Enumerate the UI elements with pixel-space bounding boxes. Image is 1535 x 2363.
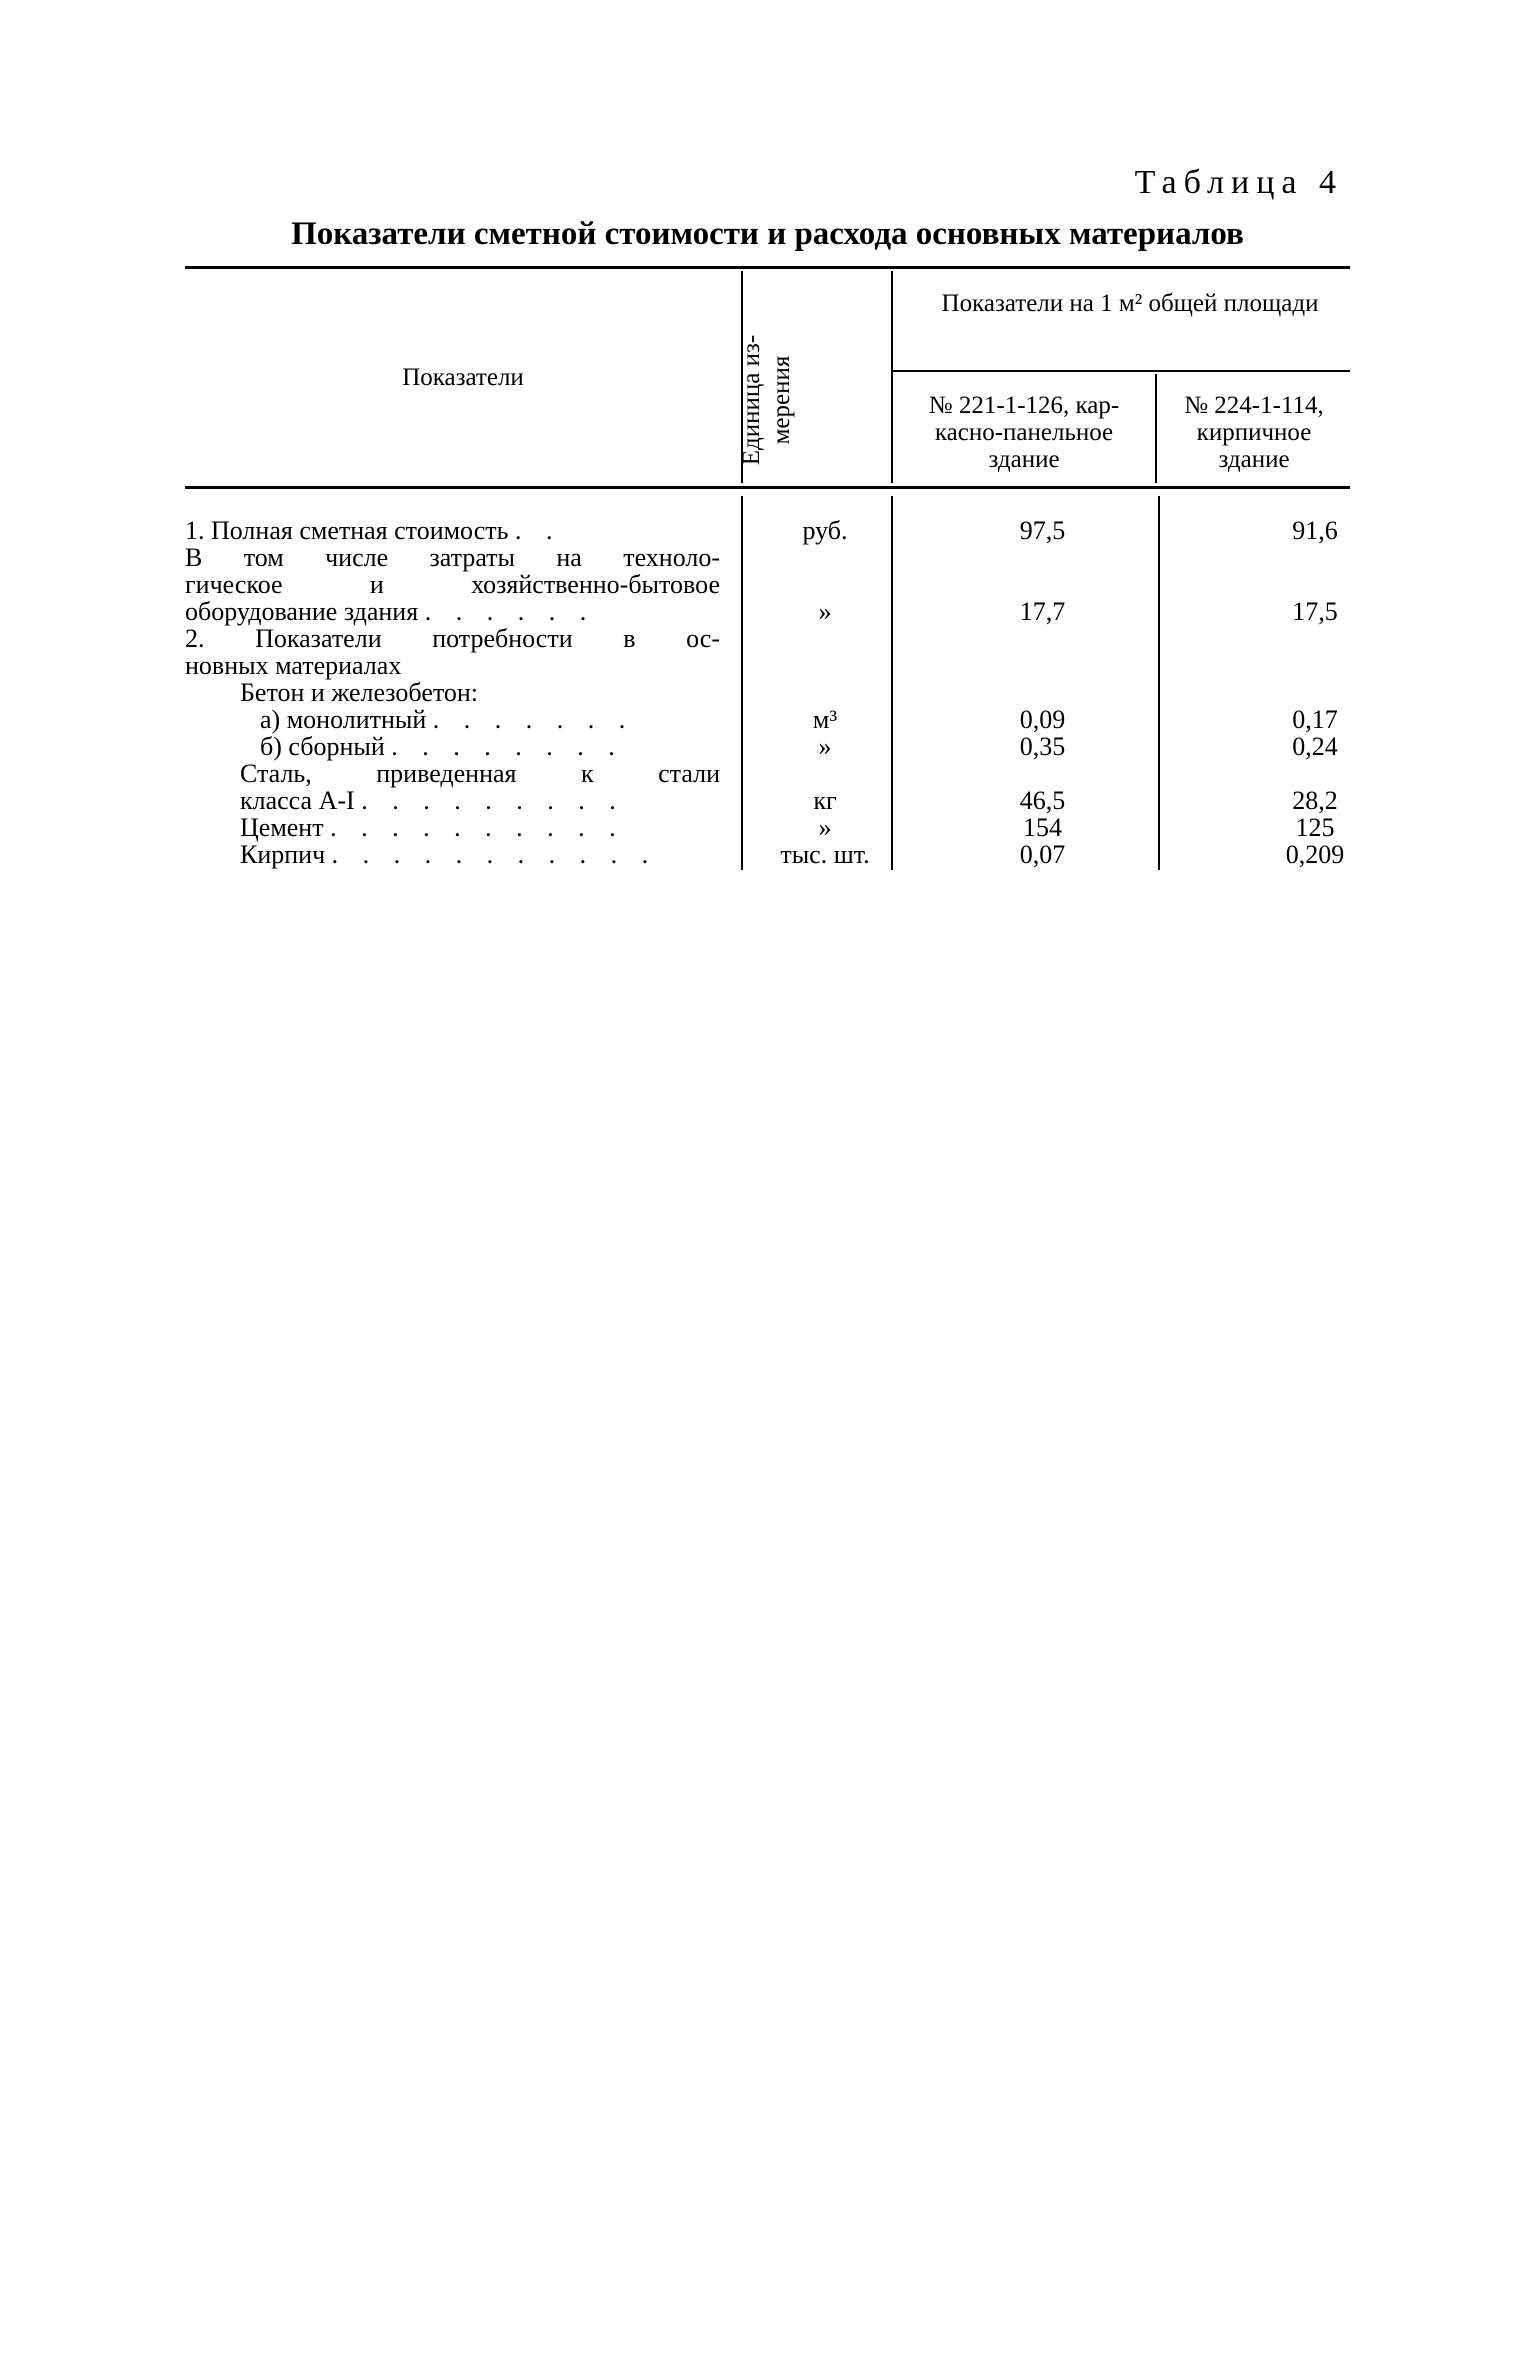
header-col-a-line3: здание <box>988 446 1060 473</box>
header-unit-line2: мерения <box>768 355 795 445</box>
row-value-a: 0,07 <box>1019 840 1066 869</box>
row-label: Кирпич . . . . . . . . . . . <box>240 840 658 869</box>
row-value-b: 0,209 <box>1285 840 1345 869</box>
table-row <box>185 652 1325 679</box>
header-col-a-line2: касно-панельное <box>934 419 1114 446</box>
header-unit-line1: Единица из- <box>738 334 765 466</box>
row-label: гическое и хозяйственно-бытовое <box>185 570 720 599</box>
header-indicators: Показатели <box>402 364 524 391</box>
table-row <box>185 516 1338 545</box>
table-row <box>185 840 1345 869</box>
row-value-a: 46,5 <box>1019 786 1066 815</box>
row-value-b: 0,24 <box>1292 732 1338 761</box>
table-row <box>185 597 1338 626</box>
row-value-a: 0,09 <box>1019 705 1066 734</box>
row-value-b: 91,6 <box>1292 516 1338 545</box>
row-label: новных материалах <box>185 651 402 680</box>
row-value-b: 28,2 <box>1292 786 1338 815</box>
row-label: 2. Показатели потребности в ос- <box>185 624 720 653</box>
row-value-b: 125 <box>1295 813 1335 842</box>
row-label: б) сборный . . . . . . . . <box>260 732 624 761</box>
row-unit: » <box>818 597 832 626</box>
row-value-b: 17,5 <box>1292 597 1338 626</box>
row-label: В том числе затраты на техноло- <box>185 543 720 572</box>
header-col-b-line1: № 224-1-114, <box>1184 392 1324 419</box>
row-label: а) монолитный . . . . . . . <box>260 705 635 734</box>
header-group: Показатели на 1 м² общей площади <box>941 290 1319 317</box>
header-col-b-line3: здание <box>1218 446 1290 473</box>
table-row <box>185 705 1338 734</box>
row-value-b: 0,17 <box>1292 705 1338 734</box>
table-row <box>185 625 1325 652</box>
table-row <box>185 760 1325 787</box>
header-unit <box>737 335 797 465</box>
row-label: Сталь, приведенная к стали <box>240 759 720 788</box>
header-col-a-line1: № 221-1-126, кар- <box>928 392 1120 419</box>
row-unit: » <box>818 732 832 761</box>
table-row <box>185 571 1325 598</box>
top-rule <box>185 266 1350 269</box>
table-row <box>185 732 1338 761</box>
row-label: Бетон и железобетон: <box>240 678 479 707</box>
row-value-a: 0,35 <box>1019 732 1066 761</box>
row-label: Цемент . . . . . . . . . . <box>240 813 625 842</box>
header-col-b-line2: кирпичное <box>1196 419 1312 446</box>
row-unit: руб. <box>802 516 848 545</box>
column-divider-values <box>1155 374 1157 483</box>
header-group-rule <box>893 370 1350 372</box>
table-row <box>185 679 1325 706</box>
table-row <box>185 544 1325 571</box>
row-value-a: 17,7 <box>1019 597 1066 626</box>
header-bottom-rule <box>185 486 1350 489</box>
row-unit: кг <box>813 786 837 815</box>
row-unit: тыс. шт. <box>780 840 870 869</box>
row-label: 1. Полная сметная стоимость . . <box>185 516 562 545</box>
table-number: Таблица 4 <box>1134 164 1343 201</box>
header-col-b <box>1158 392 1350 473</box>
table-row <box>185 813 1335 842</box>
header-col-a <box>893 392 1155 473</box>
row-value-a: 97,5 <box>1019 516 1066 545</box>
row-value-a: 154 <box>1023 813 1062 842</box>
table-title: Показатели сметной стоимости и расхода основных материалов <box>291 216 1244 252</box>
row-label: класса А-I . . . . . . . . . <box>240 786 625 815</box>
row-unit: » <box>818 813 832 842</box>
row-label: оборудование здания . . . . . . <box>185 597 596 626</box>
table-row <box>185 786 1338 815</box>
row-unit: м³ <box>812 705 838 734</box>
